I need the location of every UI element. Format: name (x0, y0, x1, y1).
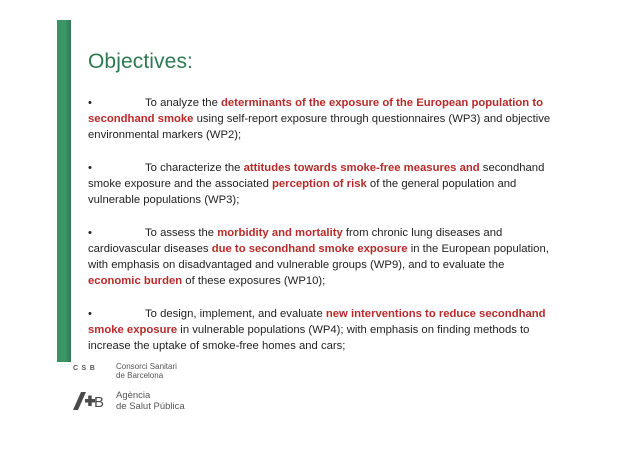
objective-text: To assess the (145, 226, 218, 239)
csb-logo-mark: CSB (73, 365, 99, 372)
asp-logo-line-2: de Salut Pública (116, 400, 185, 412)
highlighted-text: morbidity and mortality (217, 226, 343, 239)
objective-text: To design, implement, and evaluate (145, 307, 326, 320)
asp-logo-text (116, 391, 236, 412)
objective-text: of the general population and vulnerable populations (WP3); (88, 178, 517, 207)
highlighted-text: attitudes towards smoke-free measures and (243, 161, 480, 174)
csb-logo-line-1: Consorci Sanitari (116, 362, 177, 371)
objective-text: To characterize the (145, 161, 244, 174)
objective-item (88, 160, 558, 209)
bullet-icon: • (88, 307, 92, 320)
slide-title: Objectives: (88, 50, 193, 73)
bullet-icon: • (88, 226, 92, 239)
asp-logo-icon (73, 390, 109, 412)
highlighted-text: determinants of the exposure of the European population to secondhand smoke (88, 97, 543, 126)
csb-logo-line-2: de Barcelona (116, 371, 164, 380)
objective-text: in the European population, with emphasis on disadvantaged and vulnerable groups (WP9), and to evaluate the (88, 242, 549, 271)
csb-logo-text (116, 362, 236, 380)
highlighted-text: perception of risk (272, 178, 367, 190)
svg-text:B: B (94, 394, 105, 411)
objective-item (88, 95, 558, 144)
highlighted-text: economic burden (88, 275, 183, 288)
asp-logo-line-1: Agència (116, 390, 151, 401)
highlighted-text: due to secondhand smoke exposure (211, 242, 408, 255)
highlighted-text: new interventions to reduce secondhand smoke exposure (88, 307, 546, 336)
objective-text: using self-report exposure through questionnaires (WP3) and objective environmental markers (WP2); (88, 113, 551, 142)
objective-text: from chronic lung diseases and cardiovascular diseases (88, 226, 503, 255)
objective-item (88, 225, 558, 290)
bullet-icon: • (88, 97, 92, 109)
objectives-list (88, 95, 558, 370)
objective-item (88, 306, 558, 355)
objective-text: To analyze the (145, 97, 221, 109)
bullet-icon: • (88, 161, 92, 174)
objective-text: of these exposures (WP10); (182, 275, 326, 288)
objective-text: secondhand smoke exposure and the associated (88, 161, 545, 190)
objective-text: in vulnerable populations (WP4); with emphasis on finding methods to increase the uptake of smoke-free homes and cars; (88, 323, 530, 352)
accent-bar (57, 20, 71, 362)
